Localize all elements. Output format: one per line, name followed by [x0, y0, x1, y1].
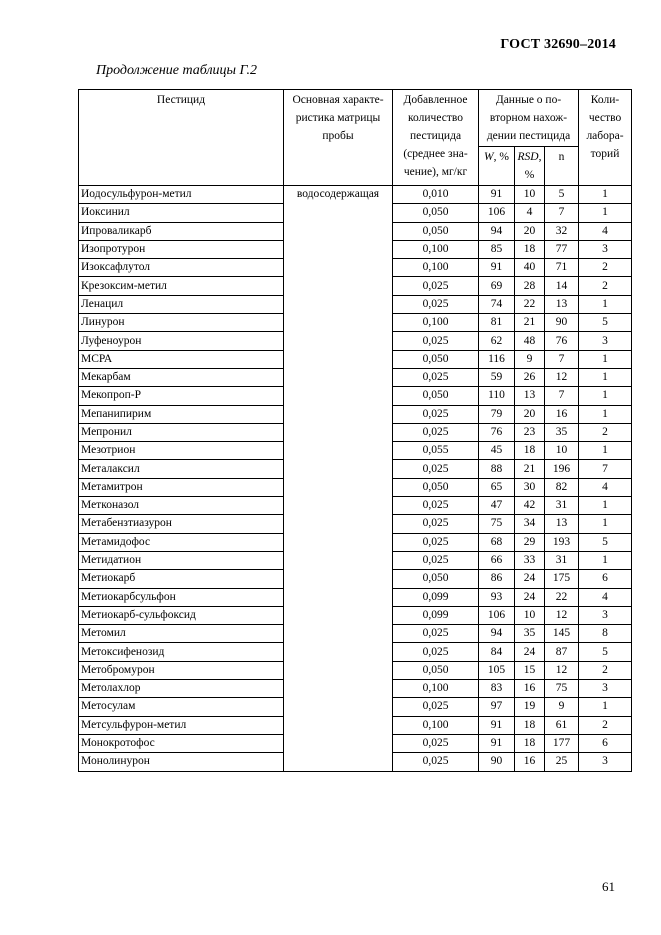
pesticide-name-cell: Иоксинил [79, 204, 284, 222]
added-amount-cell: 0,025 [393, 497, 479, 515]
added-amount-cell: 0,025 [393, 734, 479, 752]
labs-count-cell: 3 [579, 332, 632, 350]
w-cell: 110 [479, 387, 515, 405]
labs-count-cell: 2 [579, 277, 632, 295]
labs-count-cell: 2 [579, 259, 632, 277]
w-cell: 116 [479, 350, 515, 368]
n-cell: 13 [545, 295, 579, 313]
w-cell: 68 [479, 533, 515, 551]
w-cell: 69 [479, 277, 515, 295]
page-number: 61 [602, 879, 615, 894]
n-cell: 75 [545, 680, 579, 698]
pesticide-name-cell: Мекопроп-Р [79, 387, 284, 405]
pesticide-name-cell: Изопротурон [79, 240, 284, 258]
labs-count-cell: 1 [579, 204, 632, 222]
added-amount-cell: 0,099 [393, 606, 479, 624]
n-cell: 71 [545, 259, 579, 277]
labs-count-cell: 5 [579, 643, 632, 661]
labs-count-cell: 1 [579, 442, 632, 460]
labs-count-cell: 6 [579, 734, 632, 752]
w-cell: 91 [479, 186, 515, 204]
rsd-cell: 10 [515, 606, 545, 624]
added-amount-cell: 0,025 [393, 460, 479, 478]
n-cell: 87 [545, 643, 579, 661]
rsd-cell: 33 [515, 551, 545, 569]
labs-count-cell: 1 [579, 387, 632, 405]
labs-count-cell: 1 [579, 405, 632, 423]
rsd-cell: 9 [515, 350, 545, 368]
pesticide-name-cell: Ипроваликарб [79, 222, 284, 240]
w-cell: 75 [479, 515, 515, 533]
n-cell: 32 [545, 222, 579, 240]
n-cell: 76 [545, 332, 579, 350]
w-cell: 85 [479, 240, 515, 258]
labs-count-cell: 2 [579, 423, 632, 441]
rsd-cell: 23 [515, 423, 545, 441]
added-amount-cell: 0,100 [393, 240, 479, 258]
w-cell: 65 [479, 478, 515, 496]
w-cell: 94 [479, 222, 515, 240]
column-header-pesticide: Пестицид [79, 90, 284, 186]
pesticide-name-cell: Метолахлор [79, 680, 284, 698]
rsd-cell: 26 [515, 368, 545, 386]
pesticide-name-cell: Ленацил [79, 295, 284, 313]
w-cell: 88 [479, 460, 515, 478]
table-header [79, 90, 632, 186]
rsd-cell: 42 [515, 497, 545, 515]
rsd-cell: 20 [515, 222, 545, 240]
w-cell: 76 [479, 423, 515, 441]
n-cell: 14 [545, 277, 579, 295]
rsd-cell: 24 [515, 570, 545, 588]
n-cell: 12 [545, 368, 579, 386]
w-cell: 86 [479, 570, 515, 588]
n-cell: 145 [545, 625, 579, 643]
added-amount-cell: 0,050 [393, 387, 479, 405]
pesticide-name-cell: Метиокарб-сульфоксид [79, 606, 284, 624]
added-amount-cell: 0,025 [393, 643, 479, 661]
labs-count-cell: 1 [579, 515, 632, 533]
labs-count-cell: 1 [579, 368, 632, 386]
w-cell: 94 [479, 625, 515, 643]
rsd-cell: 19 [515, 698, 545, 716]
w-cell: 66 [479, 551, 515, 569]
n-cell: 12 [545, 661, 579, 679]
w-cell: 84 [479, 643, 515, 661]
added-amount-cell: 0,055 [393, 442, 479, 460]
added-amount-cell: 0,100 [393, 680, 479, 698]
rsd-cell: 34 [515, 515, 545, 533]
pesticide-name-cell: Метконазол [79, 497, 284, 515]
w-cell: 81 [479, 314, 515, 332]
n-cell: 196 [545, 460, 579, 478]
n-cell: 177 [545, 734, 579, 752]
w-cell: 45 [479, 442, 515, 460]
pesticide-name-cell: Металаксил [79, 460, 284, 478]
n-cell: 61 [545, 716, 579, 734]
w-cell: 93 [479, 588, 515, 606]
added-amount-cell: 0,050 [393, 478, 479, 496]
labs-count-cell: 1 [579, 698, 632, 716]
n-cell: 13 [545, 515, 579, 533]
n-cell: 35 [545, 423, 579, 441]
pesticide-name-cell: Метидатион [79, 551, 284, 569]
rsd-cell: 16 [515, 753, 545, 771]
pesticide-name-cell: Крезоксим-метил [79, 277, 284, 295]
rsd-cell: 18 [515, 734, 545, 752]
n-cell: 90 [545, 314, 579, 332]
table-row [79, 186, 632, 204]
pesticide-name-cell: Метиокарб [79, 570, 284, 588]
n-cell: 16 [545, 405, 579, 423]
pesticide-name-cell: Метобромурон [79, 661, 284, 679]
pesticide-name-cell: Метоксифенозид [79, 643, 284, 661]
added-amount-cell: 0,025 [393, 533, 479, 551]
pesticide-name-cell: Метамидофос [79, 533, 284, 551]
rsd-cell: 10 [515, 186, 545, 204]
rsd-cell: 21 [515, 460, 545, 478]
w-cell: 91 [479, 734, 515, 752]
added-amount-cell: 0,025 [393, 515, 479, 533]
pesticide-name-cell: Монокротофос [79, 734, 284, 752]
w-cell: 47 [479, 497, 515, 515]
labs-count-cell: 1 [579, 186, 632, 204]
n-cell: 5 [545, 186, 579, 204]
rsd-cell: 30 [515, 478, 545, 496]
rsd-cell: 18 [515, 442, 545, 460]
pesticide-name-cell: Линурон [79, 314, 284, 332]
labs-count-cell: 1 [579, 551, 632, 569]
column-header-w: W, % [479, 147, 515, 186]
added-amount-cell: 0,100 [393, 314, 479, 332]
added-amount-cell: 0,100 [393, 716, 479, 734]
rsd-cell: 18 [515, 240, 545, 258]
labs-count-cell: 3 [579, 680, 632, 698]
n-cell: 193 [545, 533, 579, 551]
w-cell: 79 [479, 405, 515, 423]
n-cell: 7 [545, 387, 579, 405]
rsd-cell: 21 [515, 314, 545, 332]
w-cell: 97 [479, 698, 515, 716]
labs-count-cell: 5 [579, 533, 632, 551]
rsd-cell: 24 [515, 588, 545, 606]
added-amount-cell: 0,025 [393, 405, 479, 423]
n-cell: 31 [545, 551, 579, 569]
labs-count-cell: 3 [579, 606, 632, 624]
added-amount-cell: 0,010 [393, 186, 479, 204]
labs-count-cell: 5 [579, 314, 632, 332]
added-amount-cell: 0,025 [393, 332, 479, 350]
rsd-unit: % [524, 169, 535, 181]
rsd-cell: 4 [515, 204, 545, 222]
pesticide-data-table [78, 89, 632, 772]
added-amount-cell: 0,050 [393, 204, 479, 222]
pesticide-name-cell: Мекарбам [79, 368, 284, 386]
w-cell: 62 [479, 332, 515, 350]
labs-count-cell: 3 [579, 753, 632, 771]
column-header-matrix: Основная характе-ристика матрицы пробы [284, 90, 393, 186]
added-amount-cell: 0,025 [393, 753, 479, 771]
labs-count-cell: 4 [579, 478, 632, 496]
rsd-cell: 35 [515, 625, 545, 643]
pesticide-name-cell: Изоксафлутол [79, 259, 284, 277]
labs-count-cell: 4 [579, 222, 632, 240]
w-cell: 59 [479, 368, 515, 386]
n-cell: 7 [545, 350, 579, 368]
pesticide-name-cell: Мепронил [79, 423, 284, 441]
column-header-n: n [545, 147, 579, 186]
pesticide-name-cell: Монолинурон [79, 753, 284, 771]
n-cell: 7 [545, 204, 579, 222]
pesticide-name-cell: Метомил [79, 625, 284, 643]
n-cell: 22 [545, 588, 579, 606]
rsd-symbol: RSD [517, 151, 539, 163]
pesticide-name-cell: Метамитрон [79, 478, 284, 496]
table-caption: Продолжение таблицы Г.2 [96, 63, 257, 78]
matrix-characteristic-cell: водосодержащая [284, 186, 393, 772]
w-symbol: W [484, 151, 494, 163]
w-cell: 91 [479, 259, 515, 277]
pesticide-name-cell: Метабензтиазурон [79, 515, 284, 533]
pesticide-name-cell: Метосулам [79, 698, 284, 716]
added-amount-cell: 0,025 [393, 368, 479, 386]
rsd-cell: 40 [515, 259, 545, 277]
labs-count-cell: 6 [579, 570, 632, 588]
added-amount-cell: 0,050 [393, 570, 479, 588]
column-header-labs-count: Коли-чество лабора-торий [579, 90, 632, 186]
rsd-cell: 13 [515, 387, 545, 405]
w-cell: 90 [479, 753, 515, 771]
pesticide-name-cell: Иодосульфурон-метил [79, 186, 284, 204]
labs-count-cell: 2 [579, 661, 632, 679]
rsd-cell: 16 [515, 680, 545, 698]
n-cell: 31 [545, 497, 579, 515]
labs-count-cell: 2 [579, 716, 632, 734]
rsd-cell: 18 [515, 716, 545, 734]
added-amount-cell: 0,050 [393, 222, 479, 240]
w-cell: 106 [479, 204, 515, 222]
pesticide-name-cell: МСРА [79, 350, 284, 368]
added-amount-cell: 0,025 [393, 551, 479, 569]
pesticide-name-cell: Метиокарбсульфон [79, 588, 284, 606]
pesticide-name-cell: Мезотрион [79, 442, 284, 460]
added-amount-cell: 0,025 [393, 698, 479, 716]
rsd-cell: 22 [515, 295, 545, 313]
added-amount-cell: 0,025 [393, 277, 479, 295]
rsd-cell: 29 [515, 533, 545, 551]
n-cell: 82 [545, 478, 579, 496]
added-amount-cell: 0,099 [393, 588, 479, 606]
w-cell: 83 [479, 680, 515, 698]
added-amount-cell: 0,025 [393, 295, 479, 313]
labs-count-cell: 1 [579, 295, 632, 313]
n-cell: 175 [545, 570, 579, 588]
labs-count-cell: 1 [579, 497, 632, 515]
w-cell: 91 [479, 716, 515, 734]
added-amount-cell: 0,050 [393, 350, 479, 368]
w-cell: 74 [479, 295, 515, 313]
labs-count-cell: 4 [579, 588, 632, 606]
added-amount-cell: 0,025 [393, 423, 479, 441]
table-body [79, 186, 632, 772]
added-amount-cell: 0,025 [393, 625, 479, 643]
labs-count-cell: 1 [579, 350, 632, 368]
rsd-cell: 20 [515, 405, 545, 423]
rsd-cell: 15 [515, 661, 545, 679]
added-amount-cell: 0,050 [393, 661, 479, 679]
pesticide-name-cell: Мепанипирим [79, 405, 284, 423]
n-cell: 9 [545, 698, 579, 716]
rsd-cell: 48 [515, 332, 545, 350]
pesticide-name-cell: Луфеноурон [79, 332, 284, 350]
labs-count-cell: 7 [579, 460, 632, 478]
w-cell: 106 [479, 606, 515, 624]
rsd-cell: 24 [515, 643, 545, 661]
labs-count-cell: 3 [579, 240, 632, 258]
labs-count-cell: 8 [579, 625, 632, 643]
document-standard-header: ГОСТ 32690–2014 [500, 37, 616, 52]
n-cell: 10 [545, 442, 579, 460]
rsd-cell: 28 [515, 277, 545, 295]
added-amount-cell: 0,100 [393, 259, 479, 277]
pesticide-name-cell: Метсульфурон-метил [79, 716, 284, 734]
column-header-added-amount: Добавленное количество пестицида (среднее зна-чение), мг/кг [393, 90, 479, 186]
w-cell: 105 [479, 661, 515, 679]
column-header-rsd: RSD, % [515, 147, 545, 186]
n-cell: 12 [545, 606, 579, 624]
n-cell: 77 [545, 240, 579, 258]
column-header-repeat-data: Данные о по-вторном нахож-дении пестицида [479, 90, 579, 147]
n-cell: 25 [545, 753, 579, 771]
